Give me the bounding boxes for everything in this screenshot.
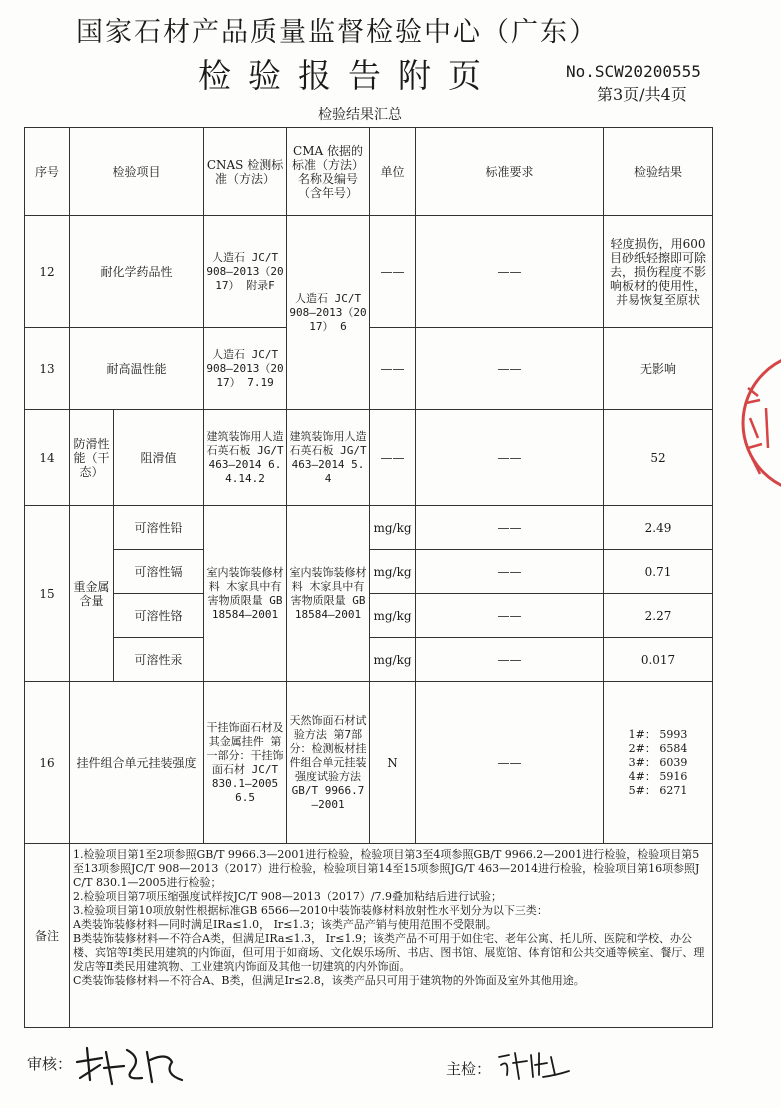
row-item: 耐高温性能 xyxy=(70,328,204,410)
row-item: 可溶性铅 xyxy=(114,506,204,550)
row-requirement: —— xyxy=(416,506,604,550)
row-item: 可溶性汞 xyxy=(114,638,204,682)
table-row xyxy=(25,682,713,844)
report-number: No.SCW20200555 xyxy=(566,62,701,81)
row-result xyxy=(604,682,713,844)
row-unit: —— xyxy=(370,328,416,410)
row-item: 挂件组合单元挂装强度 xyxy=(70,682,204,844)
notes-label: 备注 xyxy=(25,844,70,1028)
note-line: 3.检验项目第10项放射性根据标准GB 6566—2010中装饰装修材料放射性水平划分为以下三类： xyxy=(73,904,548,917)
row-group: 重金属含量 xyxy=(70,506,114,682)
row-unit: mg/kg xyxy=(370,506,416,550)
result-line: 3#： 6039 xyxy=(628,755,688,769)
inspector-label: 主检： xyxy=(446,1060,492,1078)
result-line: 4#： 5916 xyxy=(628,769,688,783)
row-no: 12 xyxy=(25,216,70,328)
row-no: 14 xyxy=(25,410,70,506)
header-requirement: 标准要求 xyxy=(416,128,604,216)
reviewer-signature xyxy=(72,1040,192,1090)
report-title: 检验报告附页 xyxy=(198,56,498,95)
row-requirement: —— xyxy=(416,216,604,328)
row-item: 阻滑值 xyxy=(114,410,204,506)
row-unit: N xyxy=(370,682,416,844)
row-unit: mg/kg xyxy=(370,594,416,638)
row-requirement: —— xyxy=(416,594,604,638)
header-cma: CMA 依据的标准（方法）名称及编号（含年号） xyxy=(287,128,370,216)
row-cma: 人造石 JC/T 908—2013（2017） 6 xyxy=(287,216,370,410)
row-unit: —— xyxy=(370,216,416,328)
summary-title: 检验结果汇总 xyxy=(318,107,402,123)
row-result: 52 xyxy=(604,410,713,506)
row-cma: 建筑装饰用人造石英石板 JG/T 463—2014 5.4 xyxy=(287,410,370,506)
header-no: 序号 xyxy=(25,128,70,216)
notes-row xyxy=(25,844,713,1028)
row-cma: 天然饰面石材试验方法 第7部分：检测板材挂件组合单元挂装强度试验方法 GB/T 9966.7—2001 xyxy=(287,682,370,844)
inspector-signature xyxy=(495,1045,585,1085)
row-no: 15 xyxy=(25,506,70,682)
row-requirement: —— xyxy=(416,682,604,844)
result-line: 5#： 6271 xyxy=(628,783,688,797)
row-unit: mg/kg xyxy=(370,638,416,682)
row-cma: 室内装饰装修材料 木家具中有害物质限量 GB 18584—2001 xyxy=(287,506,370,682)
note-line: 2.检验项目第7项压缩强度试样按JC/T 908—2013（2017）/7.9叠加粘结后进行试验； xyxy=(73,890,503,903)
row-cnas: 人造石 JC/T 908—2013（2017） 附录F xyxy=(204,216,287,328)
row-unit: —— xyxy=(370,410,416,506)
header-item: 检验项目 xyxy=(70,128,204,216)
row-requirement: —— xyxy=(416,410,604,506)
row-result: 无影响 xyxy=(604,328,713,410)
row-result: 轻度损伤，用600目砂纸轻擦即可除去，损伤程度不影响板材的使用性，并易恢复至原状 xyxy=(604,216,713,328)
row-result: 0.71 xyxy=(604,550,713,594)
result-line: 1#： 5993 xyxy=(628,727,688,741)
result-line: 2#： 6584 xyxy=(628,741,688,755)
note-line: B类装饰装修材料—不符合A类，但满足IRa≤1.3， Ir≤1.9；该类产品不可用于如住宅、老年公寓、托儿所、医院和学校、办公楼、宾馆等Ⅰ类民用建筑的内饰面，但可用于如商场、文化娱乐场所、书店、图书馆、展览馆、体育馆和公共交通等候室、餐厅、理发店等Ⅱ类民用建筑物、工业建筑内饰面及其他一切建筑的内外饰面。 xyxy=(73,932,705,973)
row-unit: mg/kg xyxy=(370,550,416,594)
row-cnas: 干挂饰面石材及其金属挂件 第一部分：干挂饰面石材 JC/T 830.1—2005 6.5 xyxy=(204,682,287,844)
row-item: 可溶性铬 xyxy=(114,594,204,638)
row-result: 2.49 xyxy=(604,506,713,550)
row-item: 耐化学药品性 xyxy=(70,216,204,328)
row-item: 可溶性镉 xyxy=(114,550,204,594)
row-no: 13 xyxy=(25,328,70,410)
note-line: A类装饰装修材料—同时满足IRa≤1.0， Ir≤1.3；该类产品产销与使用范围不受限制。 xyxy=(73,918,497,931)
table-row xyxy=(25,410,713,506)
notes-content xyxy=(70,844,713,1028)
header-unit: 单位 xyxy=(370,128,416,216)
note-line: 1.检验项目第1至2项参照GB/T 9966.3—2001进行检验，检验项目第3至4项参照GB/T 9966.2—2001进行检验，检验项目第5至13项参照JC/T 908—2013（2017）进行检验，检验项目第14至15项参照JG/T 463—2014进行检验，检验项目第16项参照JC/T 830.1—2005进行检验； xyxy=(73,848,700,889)
reviewer-label: 审核： xyxy=(27,1055,73,1073)
header-result: 检验结果 xyxy=(604,128,713,216)
row-group: 防滑性能（干态） xyxy=(70,410,114,506)
row-requirement: —— xyxy=(416,328,604,410)
results-table xyxy=(24,127,713,1028)
table-header-row xyxy=(25,128,713,216)
table-row xyxy=(25,506,713,550)
row-cnas: 建筑装饰用人造石英石板 JG/T 463—2014 6.4.14.2 xyxy=(204,410,287,506)
note-line: C类装饰装修材料—不符合A、B类，但满足Ir≤2.8，该类产品只可用于建筑物的外饰面及室外其他用途。 xyxy=(73,974,585,987)
row-result: 0.017 xyxy=(604,638,713,682)
row-requirement: —— xyxy=(416,638,604,682)
row-no: 16 xyxy=(25,682,70,844)
page-number: 第3页/共4页 xyxy=(597,85,687,104)
stamp-seal-icon xyxy=(738,348,781,498)
row-cnas: 室内装饰装修材料 木家具中有害物质限量 GB 18584—2001 xyxy=(204,506,287,682)
organization-name: 国家石材产品质量监督检验中心（广东） xyxy=(76,17,598,48)
header-cnas: CNAS 检测标准（方法） xyxy=(204,128,287,216)
row-result: 2.27 xyxy=(604,594,713,638)
row-cnas: 人造石 JC/T 908—2013（2017） 7.19 xyxy=(204,328,287,410)
table-row xyxy=(25,216,713,328)
row-requirement: —— xyxy=(416,550,604,594)
